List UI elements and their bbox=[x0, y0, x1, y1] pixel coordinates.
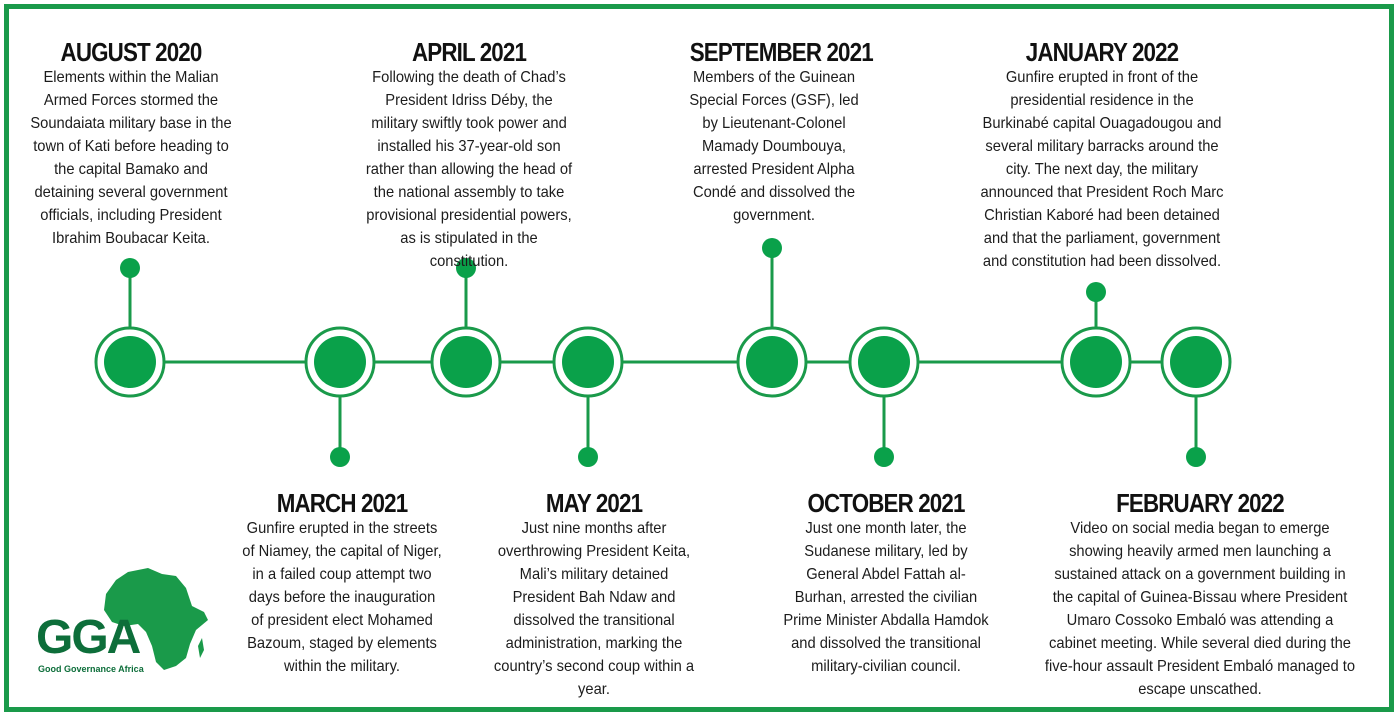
event-marker-dot bbox=[1186, 447, 1206, 467]
timeline-node bbox=[104, 336, 156, 388]
event-marker-dot bbox=[1086, 282, 1106, 302]
event-description: Gunfire erupted in front of the presidential residence in the Burkinabé capital Ouagadougou and several military barracks around the city. The next day, the military announced that President Roch Marc Christian Kaboré had been detained and that the parliament, government and constitution had been dissolved. bbox=[980, 69, 1224, 270]
event-august-2020 bbox=[21, 38, 241, 250]
event-february-2022 bbox=[1030, 489, 1370, 701]
timeline-node bbox=[440, 336, 492, 388]
event-description: Gunfire erupted in the streets of Niamey, the capital of Niger, in a failed coup attempt two days before the inauguration of president elect Mohamed Bazoum, staged by elements within the military. bbox=[242, 520, 442, 675]
event-marker-dot bbox=[578, 447, 598, 467]
event-description: Just one month later, the Sudanese military, led by General Abdel Fattah al-Burhan, arrested the civilian Prime Minister Abdalla Hamdok and dissolved the transitional military-civilian council. bbox=[783, 520, 989, 675]
event-date: MARCH 2021 bbox=[276, 488, 408, 518]
gga-logo bbox=[36, 566, 211, 676]
event-date: APRIL 2021 bbox=[411, 37, 527, 67]
event-description: Elements within the Malian Armed Forces stormed the Soundaiata military base in the town of Kati before heading to the capital Bamako and detaining several government officials, including President Ibrahim Boubacar Keita. bbox=[30, 69, 232, 247]
event-date: FEBRUARY 2022 bbox=[1116, 488, 1284, 518]
event-january-2022 bbox=[968, 38, 1236, 273]
event-march-2021 bbox=[232, 489, 452, 678]
event-date: OCTOBER 2021 bbox=[807, 488, 965, 518]
event-may-2021 bbox=[480, 489, 708, 701]
event-date: SEPTEMBER 2021 bbox=[689, 37, 873, 67]
event-marker-dot bbox=[330, 447, 350, 467]
event-marker-dot bbox=[120, 258, 140, 278]
event-september-2021 bbox=[676, 38, 872, 227]
logo-wordmark: GGA bbox=[36, 611, 140, 664]
event-date: MAY 2021 bbox=[545, 488, 643, 518]
timeline-node bbox=[1070, 336, 1122, 388]
event-april-2021 bbox=[353, 38, 585, 273]
event-october-2021 bbox=[772, 489, 1000, 678]
event-description: Following the death of Chad’s President Idriss Déby, the military swiftly took power and installed his 37-year-old son rather than allowing the head of the national assembly to take provisional presidential powers, as is stipulated in the constitution. bbox=[365, 69, 573, 270]
event-description: Video on social media began to emerge showing heavily armed men launching a sustained attack on a government building in the capital of Guinea-Bissau where President Umaro Cossoko Embaló was attending a cabinet meeting. While several died during the five-hour assault President Embaló managed to escape unscathed. bbox=[1044, 520, 1356, 698]
event-description: Members of the Guinean Special Forces (GSF), led by Lieutenant-Colonel Mamady Doumbouya, arrested President Alpha Condé and dissolved the government. bbox=[689, 69, 859, 224]
timeline-node bbox=[562, 336, 614, 388]
event-marker-dot bbox=[874, 447, 894, 467]
event-date: JANUARY 2022 bbox=[1025, 37, 1179, 67]
logo-tagline: Good Governance Africa bbox=[38, 664, 144, 674]
timeline-node bbox=[858, 336, 910, 388]
timeline-node bbox=[746, 336, 798, 388]
event-description: Just nine months after overthrowing President Keita, Mali’s military detained President Bah Ndaw and dissolved the transitional administration, marking the country’s second coup within a year. bbox=[493, 520, 695, 698]
timeline-node bbox=[1170, 336, 1222, 388]
event-marker-dot bbox=[762, 238, 782, 258]
event-date: AUGUST 2020 bbox=[60, 37, 202, 67]
timeline-node bbox=[314, 336, 366, 388]
